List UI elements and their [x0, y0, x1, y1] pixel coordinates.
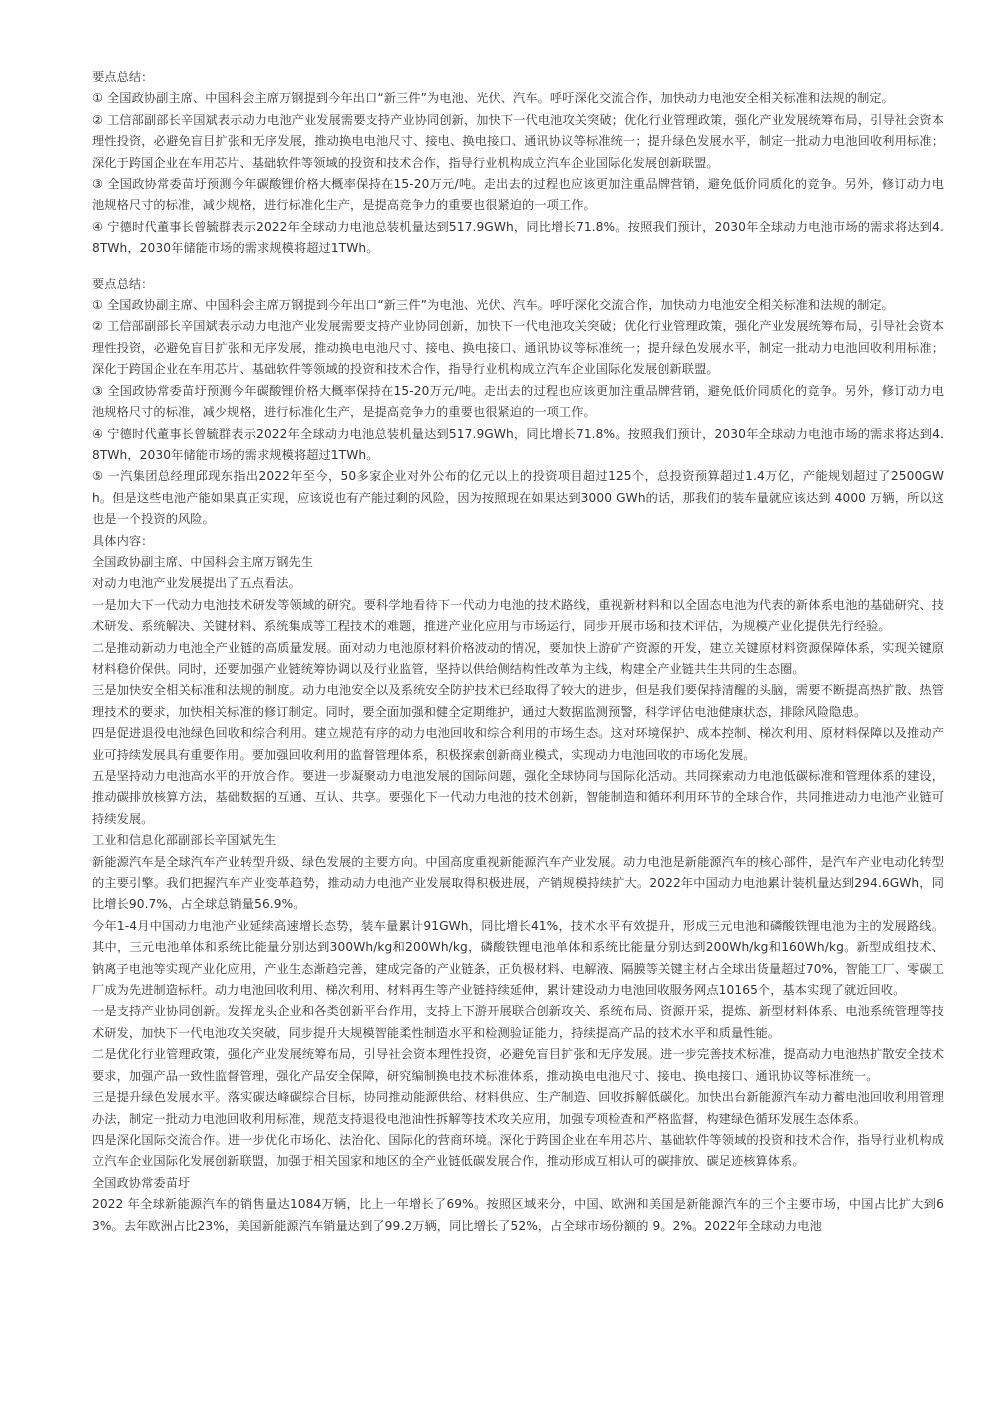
body-paragraph: 五是坚持动力电池高水平的开放合作。要进一步凝聚动力电池发展的国际问题，强化全球协同与国际化活动。共同探索动力电池低碳标准和管理体系的建设，推动碳排放核算方法，基础数据的互通、互认、共享。要强化下一代动力电池的技术创新，智能制造和循环利用环节的全球合作，共同推进动力电池产业链可持续发展。 [92, 769, 944, 826]
details-section [92, 531, 944, 1237]
summary-heading: 要点总结： [92, 70, 154, 84]
section-gap [92, 260, 944, 274]
body-paragraph: 一是加大下一代动力电池技术研发等领域的研究。要科学地看待下一代动力电池的技术路线，重视新材料和以全固态电池为代表的新体系电池的基础研究、技术研发、系统解决、关键材料、系统集成等工程技术的难题，推进产业化应用与市场运行，同步开展市场和技术评估，为规模产业化提供先行经验。 [92, 597, 944, 634]
body-paragraph: 今年1-4月中国动力电池产业延续高速增长态势，装车量累计91GWh，同比增长41%，技术水平有效提升，形成三元电池和磷酸铁锂电池为主的发展路线。其中，三元电池单体和系统比能量分别达到300Wh/kg和200Wh/kg，磷酸铁锂电池单体和系统比能量分别达到200Wh/kg和160Wh/kg。新型成组技术、钠离子电池等实现产业化应用，产业生态渐趋完善，建成完备的产业链条，正负极材料、电解液、隔膜等关键主材占全球出货量超过70%，智能工厂、零碳工厂成为先进制造标杆。动力电池回收利用、梯次利用、材料再生等产业链持续延伸，累计建设动力电池回收服务网点10165个，基本实现了就近回收。 [92, 918, 944, 998]
summary-section-1 [92, 67, 944, 260]
summary-point: ③ 全国政协常委苗圩预测今年碳酸锂价格大概率保持在15-20万元/吨。走出去的过程也应该更加注重品牌营销，避免低价同质化的竞争。另外，修订动力电池规格尺寸的标准，减少规格，进行标准化生产，是提高竞争力的重要也很紧迫的一项工作。 [92, 177, 944, 213]
body-paragraph: 新能源汽车是全球汽车产业转型升级、绿色发展的主要方向。中国高度重视新能源汽车产业发展。动力电池是新能源汽车的核心部件，是汽车产业电动化转型的主要引擎。我们把握汽车产业变革趋势，推动动力电池产业发展取得积极进展，产销规模持续扩大。2022年中国动力电池累计装机量达到294.6GWh，同比增长90.7%，占全球总销量56.9%。 [92, 854, 944, 912]
summary-point: ① 全国政协副主席、中国科会主席万钢提到今年出口“新三件”为电池、光伏、汽车。呼吁深化交流合作，加快动力电池安全相关标准和法规的制定。 [92, 298, 894, 313]
summary-point: ④ 宁德时代董事长曾毓群表示2022年全球动力电池总装机量达到517.9GWh，同比增长71.8%。按照我们预计，2030年全球动力电池市场的需求将达到4.8TWh，2030年储能市场的需求规模将超过1TWh。 [92, 426, 944, 462]
summary-point: ② 工信部副部长辛国斌表示动力电池产业发展需要支持产业协同创新，加快下一代电池攻关突破；优化行业管理政策，强化产业发展统筹布局，引导社会资本理性投资，必避免盲目扩张和无序发展，推动换电电池尺寸、接电、换电接口、通讯协议等标准统一；提升绿色发展水平，制定一批动力电池回收利用标准；深化于跨国企业在车用芯片、基础软件等领域的投资和技术合作，指导行业机构成立汽车企业国际化发展创新联盟。 [92, 112, 944, 170]
summary-heading: 要点总结： [92, 276, 154, 291]
summary-point: ⑤ 一汽集团总经理邱现东指出2022年至今，50多家企业对外公布的亿元以上的投资项目超过125个，总投资预算超过1.4万亿，产能规划超过了2500GWh。但是这些电池产能如果真正实现，应该说也有产能过剩的风险，因为按照现在如果达到3000 GWh的话，那我们的装车量就应该达到 4000 万辆，所以这也是一个投资的风险。 [92, 469, 944, 527]
speaker-heading: 全国政协副主席、中国科会主席万钢先生 [92, 554, 314, 569]
body-paragraph: 三是提升绿色发展水平。落实碳达峰碳综合目标，协同推动能源供给、材料供应、生产制造、回收拆解低碳化。加快出台新能源汽车动力蓄电池回收利用管理办法，制定一批动力电池回收利用标准，规范支持退役电池油性拆解等技术攻关应用，加强专项检查和严格监督，构建绿色循环发展生态体系。 [92, 1090, 944, 1126]
speaker-heading: 全国政协常委苗圩 [92, 1175, 191, 1190]
summary-section-2 [92, 274, 944, 531]
body-paragraph: 2022 年全球新能源汽车的销售量达1084万辆，比上一年增长了69%。按照区域来分，中国、欧洲和美国是新能源汽车的三个主要市场，中国占比扩大到63%。去年欧洲占比23%，美国新能源汽车销量达到了99.2万辆，同比增长了52%，占全球市场份额的 9。2%。2022年全球动力电池 [92, 1197, 944, 1233]
body-paragraph: 四是促进退役电池绿色回收和综合利用。建立规范有序的动力电池回收和综合利用的市场生态。这对环境保护、成本控制、梯次利用、原材料保障以及推动产业可持续发展具有重要作用。要加强回收利用的监督管理体系，积极探索创新商业模式，实现动力电池回收的市场化发展。 [92, 726, 944, 762]
body-paragraph: 一是支持产业协同创新。发挥龙头企业和各类创新平台作用，支持上下游开展联合创新攻关、系统布局、资源开采，提炼、新型材料体系、电池系统管理等技术研发，加快下一代电池攻关突破，同步提升大规模智能柔性制造水平和检测验证能力，持续提高产品的技术水平和质量性能。 [92, 1004, 944, 1040]
body-paragraph: 二是推动新动力电池全产业链的高质量发展。面对动力电池原材料价格波动的情况，要加快上游矿产资源的开发，建立关键原材料资源保障体系，实现关键原材料稳价保供。同时，还要加强产业链统筹协调以及行业监管，坚持以供给侧结构性改革为主线，构建全产业链共生共同的生态圈。 [92, 640, 944, 676]
summary-point: ① 全国政协副主席、中国科会主席万钢提到今年出口“新三件”为电池、光伏、汽车。呼吁深化交流合作，加快动力电池安全相关标准和法规的制定。 [92, 91, 894, 106]
summary-point: ② 工信部副部长辛国斌表示动力电池产业发展需要支持产业协同创新，加快下一代电池攻关突破；优化行业管理政策，强化产业发展统筹布局，引导社会资本理性投资，必避免盲目扩张和无序发展，推动换电电池尺寸、接电、换电接口、通讯协议等标准统一；提升绿色发展水平，制定一批动力电池回收利用标准；深化于跨国企业在车用芯片、基础软件等领域的投资和技术合作，指导行业机构成立汽车企业国际化发展创新联盟。 [92, 319, 944, 377]
body-paragraph: 二是优化行业管理政策，强化产业发展统筹布局，引导社会资本理性投资，必避免盲目扩张和无序发展。进一步完善技术标准，提高动力电池热扩散安全技术要求，加强产品一致性监督管理，强化产品安全保障，研究编制换电技术标准体系，推动换电电池尺寸、接电、换电接口、通讯协议等标准统一。 [92, 1047, 944, 1083]
speaker-heading: 工业和信息化部副部长辛国斌先生 [92, 833, 277, 848]
body-paragraph: 三是加快安全相关标准和法规的制度。动力电池安全以及系统安全防护技术已经取得了较大的进步，但是我们要保持清醒的头脑，需要不断提高热扩散、热管理技术的要求，加快相关标准的修订制定。同时，要全面加强和健全定期维护，通过大数据监测预警，科学评估电池健康状态，排除风险隐患。 [92, 683, 944, 719]
summary-point: ③ 全国政协常委苗圩预测今年碳酸锂价格大概率保持在15-20万元/吨。走出去的过程也应该更加注重品牌营销，避免低价同质化的竞争。另外，修订动力电池规格尺寸的标准，减少规格，进行标准化生产，是提高竞争力的重要也很紧迫的一项工作。 [92, 383, 944, 420]
details-heading: 具体内容： [92, 533, 154, 548]
document-page [92, 67, 944, 1237]
summary-point: ④ 宁德时代董事长曾毓群表示2022年全球动力电池总装机量达到517.9GWh，同比增长71.8%。按照我们预计，2030年全球动力电池市场的需求将达到4.8TWh，2030年储能市场的需求规模将超过1TWh。 [92, 219, 944, 256]
body-paragraph: 对动力电池产业发展提出了五点看法。 [92, 576, 301, 591]
body-paragraph: 四是深化国际交流合作。进一步优化市场化、法治化、国际化的营商环境。深化于跨国企业在车用芯片、基础软件等领域的投资和技术合作，指导行业机构成立汽车企业国际化发展创新联盟，加强于相关国家和地区的全产业链低碳发展合作，推动形成互相认可的碳排放、碳足迹核算体系。 [92, 1132, 944, 1169]
